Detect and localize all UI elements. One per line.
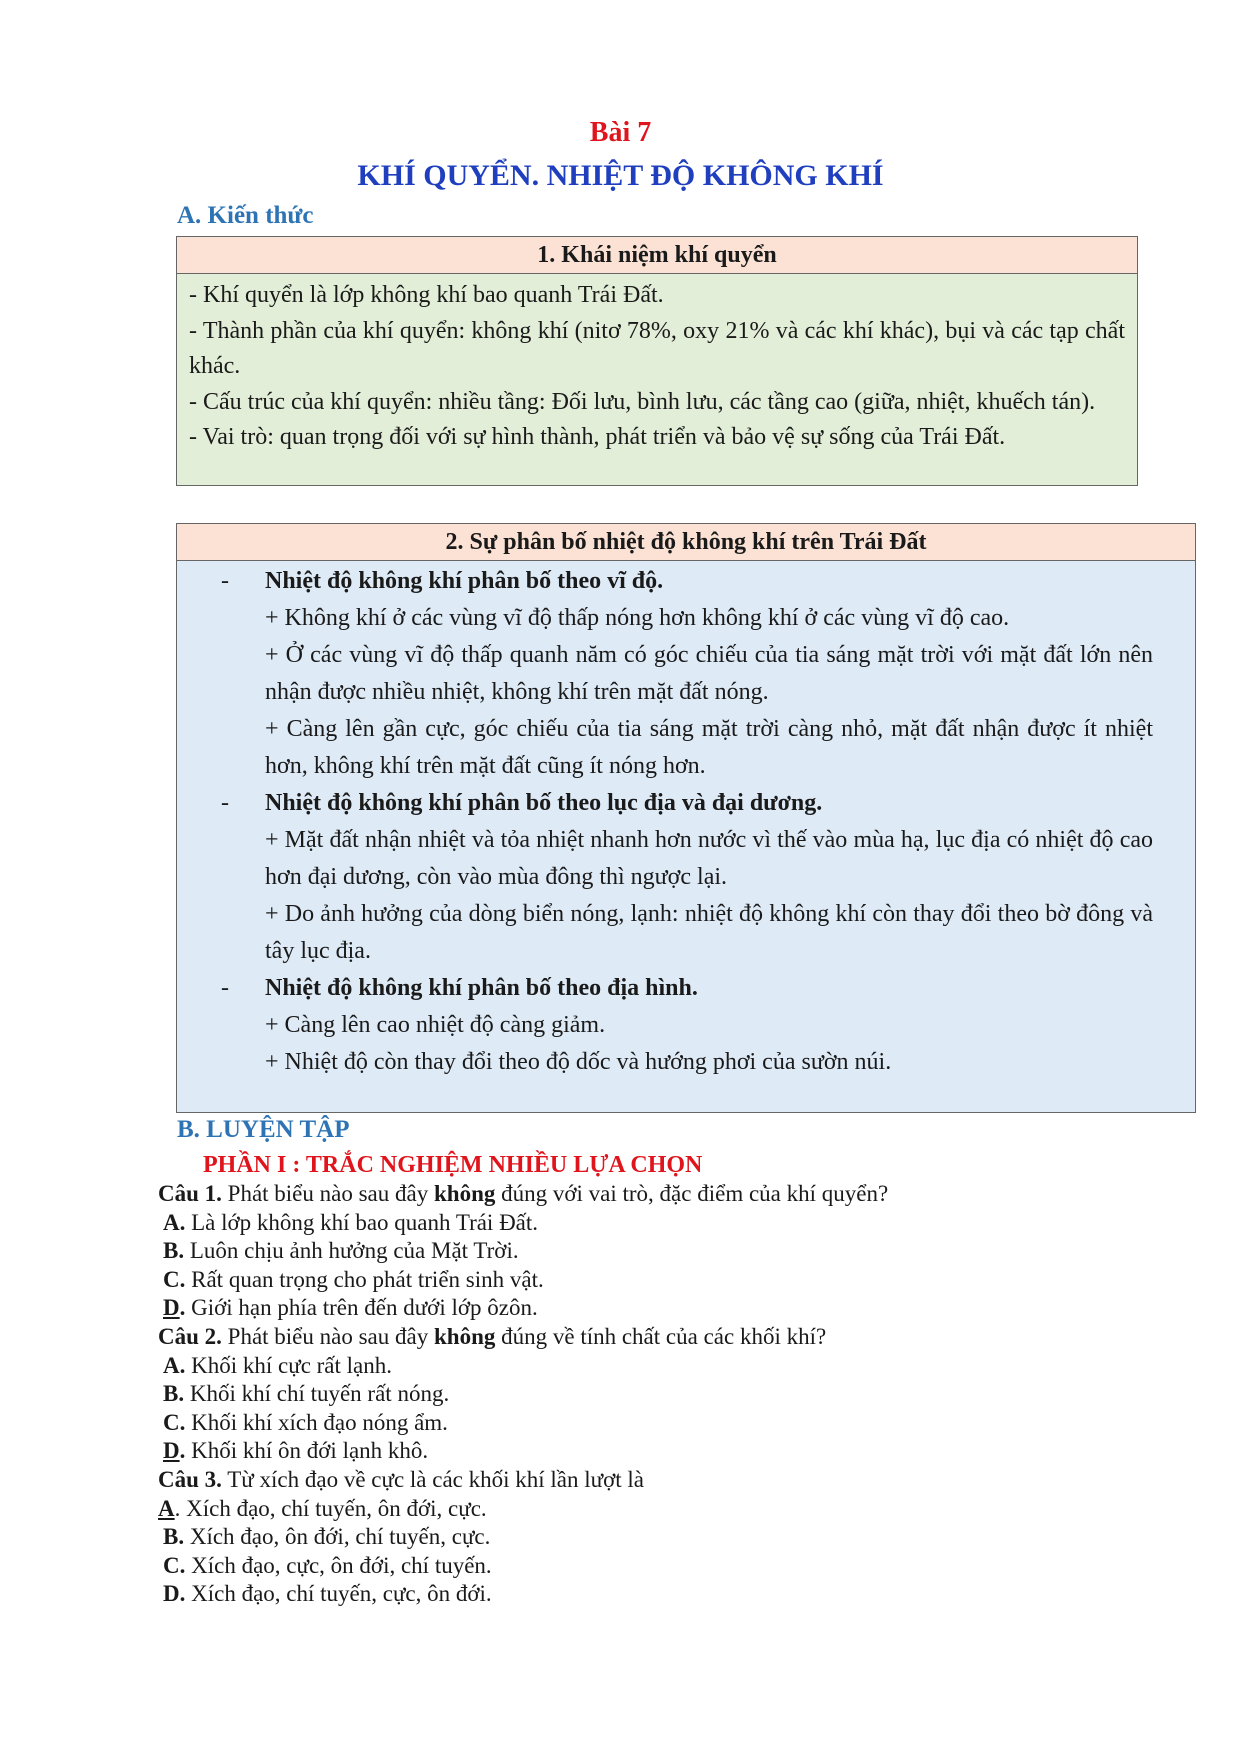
option-text: Giới hạn phía trên đến dưới lớp ôzôn. — [185, 1295, 538, 1321]
bullet-item: + Không khí ở các vùng vĩ độ thấp nóng hơn không khí ở các vùng vĩ độ cao. — [265, 605, 1010, 631]
concept-line: - Vai trò: quan trọng đối với sự hình thành, phát triển và bảo vệ sự sống của Trái Đất. — [189, 424, 1006, 450]
option-letter: B. — [163, 1524, 185, 1550]
answer-option — [158, 1552, 1158, 1581]
option-letter: C. — [163, 1552, 186, 1578]
option-letter-suffix: . — [179, 1438, 186, 1464]
bullet-item: + Nhiệt độ còn thay đổi theo độ dốc và hướng phơi của sườn núi. — [265, 1049, 892, 1075]
bullet-dash: - — [221, 568, 229, 594]
option-letter-suffix: . — [174, 1495, 181, 1521]
part-heading: PHẦN I : TRẮC NGHIỆM NHIỀU LỰA CHỌN — [203, 1152, 703, 1178]
question-emphasis: không — [433, 1181, 496, 1206]
answer-option — [158, 1266, 1158, 1295]
option-letter: D — [163, 1438, 180, 1464]
concept-line: - Khí quyển là lớp không khí bao quanh Trái Đất. — [189, 282, 664, 308]
option-text: Khối khí chí tuyến rất nóng. — [184, 1381, 450, 1407]
answer-option — [158, 1409, 1158, 1438]
concept-box — [176, 236, 1138, 486]
concept-line: - Thành phần của khí quyển: không khí (nitơ 78%, oxy 21% và các khí khác), bụi và các tạp chất khác. — [189, 317, 1125, 379]
question-emphasis: không — [433, 1323, 496, 1349]
question-text: Từ xích đạo về cực là các khối khí lần lượt là — [221, 1466, 645, 1492]
bullet-dash: - — [221, 975, 229, 1001]
question-text: đúng với vai trò, đặc điểm của khí quyển? — [495, 1181, 889, 1206]
bullet-item: + Do ảnh hưởng của dòng biển nóng, lạnh: nhiệt độ không khí còn thay đổi theo bờ đông và tây lục địa. — [265, 901, 1153, 964]
question-text: Phát biểu nào sau đây — [221, 1181, 434, 1206]
answer-option-correct — [158, 1437, 1158, 1466]
bullet-item: + Càng lên cao nhiệt độ càng giảm. — [265, 1012, 606, 1038]
answer-option — [158, 1380, 1158, 1409]
answer-option — [158, 1580, 1158, 1609]
bullet-heading-text: Nhiệt độ không khí phân bố theo lục địa và đại dương. — [265, 790, 823, 816]
option-letter: B. — [163, 1381, 185, 1407]
answer-option-correct — [158, 1294, 1158, 1323]
option-text: Rất quan trọng cho phát triển sinh vật. — [185, 1266, 544, 1292]
option-text: Xích đạo, cực, ôn đới, chí tuyến. — [185, 1552, 492, 1578]
option-text: Khối khí cực rất lạnh. — [185, 1352, 393, 1378]
answer-option — [158, 1523, 1158, 1552]
bullet-item: + Mặt đất nhận nhiệt và tỏa nhiệt nhanh hơn nước vì thế vào mùa hạ, lục địa có nhiệt độ cao hơn đại dương, còn vào mùa đông thì ngược lại. — [265, 827, 1153, 890]
option-text: Xích đạo, chí tuyến, cực, ôn đới. — [185, 1581, 492, 1607]
question-label: Câu 3. — [158, 1466, 222, 1492]
option-letter: A — [158, 1495, 175, 1521]
option-text: Xích đạo, chí tuyến, ôn đới, cực. — [180, 1495, 487, 1521]
option-letter: D — [163, 1295, 180, 1321]
answer-option — [158, 1352, 1158, 1381]
concept-box-body — [177, 274, 1137, 456]
option-letter: B. — [163, 1238, 185, 1264]
section-a-heading: A. Kiến thức — [177, 202, 314, 229]
option-text: Khối khí ôn đới lạnh khô. — [185, 1438, 429, 1464]
temperature-box-body — [177, 561, 1195, 1081]
option-text: Xích đạo, ôn đới, chí tuyến, cực. — [184, 1524, 491, 1550]
option-text: Là lớp không khí bao quanh Trái Đất. — [185, 1209, 539, 1235]
quiz — [158, 1180, 1158, 1609]
answer-option — [158, 1209, 1158, 1238]
question-label: Câu 1. — [158, 1181, 222, 1206]
answer-option — [158, 1237, 1158, 1266]
question-label: Câu 2. — [158, 1323, 222, 1349]
option-letter: D. — [163, 1581, 186, 1607]
bullet-item: + Càng lên gần cực, góc chiếu của tia sáng mặt trời càng nhỏ, mặt đất nhận được ít nhiệt hơn, không khí trên mặt đất cũng ít nóng hơn. — [265, 716, 1153, 779]
section-b-heading: B. LUYỆN TẬP — [177, 1116, 350, 1143]
question — [158, 1466, 1158, 1495]
answer-option-correct — [158, 1495, 1158, 1524]
bullet-heading — [219, 785, 1153, 822]
bullet-dash: - — [221, 790, 229, 816]
option-text: Luôn chịu ảnh hưởng của Mặt Trời. — [184, 1238, 519, 1264]
lesson-title: KHÍ QUYỂN. NHIỆT ĐỘ KHÔNG KHÍ — [357, 159, 884, 192]
option-letter: A. — [163, 1352, 186, 1378]
bullet-heading-text: Nhiệt độ không khí phân bố theo địa hình. — [265, 975, 698, 1001]
bullet-heading-text: Nhiệt độ không khí phân bố theo vĩ độ. — [265, 568, 664, 594]
bullet-item: + Ở các vùng vĩ độ thấp quanh năm có góc chiếu của tia sáng mặt trời với mặt đất lớn nên nhận được nhiều nhiệt, không khí trên mặt đất nóng. — [265, 642, 1153, 705]
option-letter: C. — [163, 1266, 186, 1292]
lesson-number: Bài 7 — [589, 117, 652, 148]
concept-line: - Cấu trúc của khí quyển: nhiều tầng: Đối lưu, bình lưu, các tầng cao (giữa, nhiệt, khuếch tán). — [189, 388, 1096, 415]
temperature-box — [176, 523, 1196, 1113]
question — [158, 1323, 1158, 1352]
bullet-heading — [219, 970, 1153, 1007]
option-letter: C. — [163, 1409, 186, 1435]
question — [158, 1180, 1158, 1209]
question-text: Phát biểu nào sau đây — [221, 1323, 434, 1349]
option-letter-suffix: . — [179, 1295, 186, 1321]
bullet-heading — [219, 563, 1153, 600]
concept-box-title: 1. Khái niệm khí quyển — [177, 237, 1137, 274]
option-text: Khối khí xích đạo nóng ẩm. — [185, 1409, 448, 1435]
temperature-box-title: 2. Sự phân bố nhiệt độ không khí trên Trái Đất — [177, 524, 1195, 561]
option-letter: A. — [163, 1209, 186, 1235]
question-text: đúng về tính chất của các khối khí? — [495, 1323, 827, 1349]
